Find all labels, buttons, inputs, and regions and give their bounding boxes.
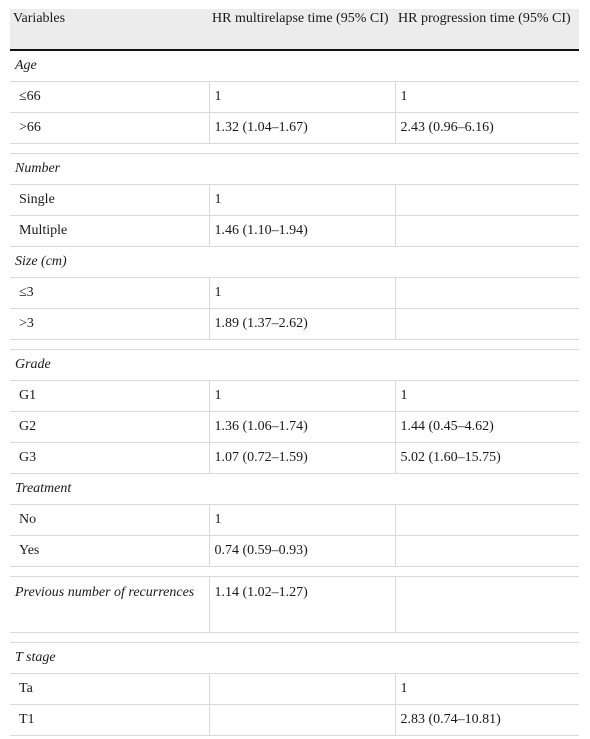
hr-multirelapse-cell: 1.32 (1.04–1.67) [209, 113, 395, 144]
table-body [10, 50, 579, 736]
table-row [10, 536, 579, 567]
table-row [10, 216, 579, 247]
table-row [10, 82, 579, 113]
section-label: Number [10, 154, 579, 185]
hr-progression-cell [395, 536, 579, 567]
hr-progression-cell [395, 309, 579, 340]
table-row [10, 381, 579, 412]
hr-multirelapse-cell [209, 674, 395, 705]
table-row [10, 505, 579, 536]
variable-cell: G3 [10, 443, 209, 474]
section-label: T stage [10, 643, 579, 674]
spacer-cell [10, 567, 579, 577]
hr-progression-cell: 1 [395, 82, 579, 113]
header-row [10, 9, 579, 50]
table-row [10, 278, 579, 309]
section-label: Age [10, 50, 579, 82]
hr-progression-cell [395, 577, 579, 633]
variable-cell: Previous number of recurrences [10, 577, 209, 633]
hr-multirelapse-cell: 1.46 (1.10–1.94) [209, 216, 395, 247]
spacer-row [10, 340, 579, 350]
hr-multirelapse-cell: 1.36 (1.06–1.74) [209, 412, 395, 443]
hr-progression-cell [395, 505, 579, 536]
hr-multirelapse-cell: 1 [209, 185, 395, 216]
hr-progression-cell: 1.44 (0.45–4.62) [395, 412, 579, 443]
header-hr-multirelapse: HR multirelapse time (95% CI) [209, 9, 395, 50]
section-label: Treatment [10, 474, 579, 505]
section-row [10, 50, 579, 82]
variable-cell: Multiple [10, 216, 209, 247]
hr-progression-cell [395, 278, 579, 309]
table-row [10, 674, 579, 705]
hr-progression-cell: 2.43 (0.96–6.16) [395, 113, 579, 144]
table-row [10, 577, 579, 633]
table-row [10, 113, 579, 144]
hazard-ratio-table [10, 9, 579, 736]
table-row [10, 309, 579, 340]
section-row [10, 154, 579, 185]
variable-cell: No [10, 505, 209, 536]
spacer-cell [10, 144, 579, 154]
hr-multirelapse-cell: 1.14 (1.02–1.27) [209, 577, 395, 633]
variable-cell: G2 [10, 412, 209, 443]
hr-multirelapse-cell: 1 [209, 381, 395, 412]
hr-progression-cell: 1 [395, 674, 579, 705]
hr-progression-cell [395, 185, 579, 216]
section-label: Grade [10, 350, 579, 381]
spacer-row [10, 144, 579, 154]
variable-cell: G1 [10, 381, 209, 412]
spacer-cell [10, 633, 579, 643]
hr-progression-cell: 1 [395, 381, 579, 412]
hr-progression-cell: 5.02 (1.60–15.75) [395, 443, 579, 474]
table-row [10, 705, 579, 736]
variable-cell: Yes [10, 536, 209, 567]
table-row [10, 185, 579, 216]
hr-progression-cell: 2.83 (0.74–10.81) [395, 705, 579, 736]
hr-multirelapse-cell: 0.74 (0.59–0.93) [209, 536, 395, 567]
variable-cell: ≤3 [10, 278, 209, 309]
results-table-container [10, 9, 579, 736]
variable-cell: >66 [10, 113, 209, 144]
header-hr-progression: HR progression time (95% CI) [395, 9, 579, 50]
section-row [10, 247, 579, 278]
header-variables: Variables [10, 9, 209, 50]
section-label: Size (cm) [10, 247, 579, 278]
spacer-cell [10, 340, 579, 350]
hr-multirelapse-cell: 1 [209, 82, 395, 113]
table-row [10, 443, 579, 474]
section-row [10, 474, 579, 505]
hr-multirelapse-cell [209, 705, 395, 736]
hr-multirelapse-cell: 1 [209, 278, 395, 309]
spacer-row [10, 567, 579, 577]
variable-cell: Single [10, 185, 209, 216]
table-row [10, 412, 579, 443]
hr-progression-cell [395, 216, 579, 247]
variable-cell: Ta [10, 674, 209, 705]
hr-multirelapse-cell: 1.89 (1.37–2.62) [209, 309, 395, 340]
variable-cell: ≤66 [10, 82, 209, 113]
section-row [10, 643, 579, 674]
hr-multirelapse-cell: 1 [209, 505, 395, 536]
variable-cell: T1 [10, 705, 209, 736]
section-row [10, 350, 579, 381]
hr-multirelapse-cell: 1.07 (0.72–1.59) [209, 443, 395, 474]
variable-cell: >3 [10, 309, 209, 340]
table-header [10, 9, 579, 50]
spacer-row [10, 633, 579, 643]
